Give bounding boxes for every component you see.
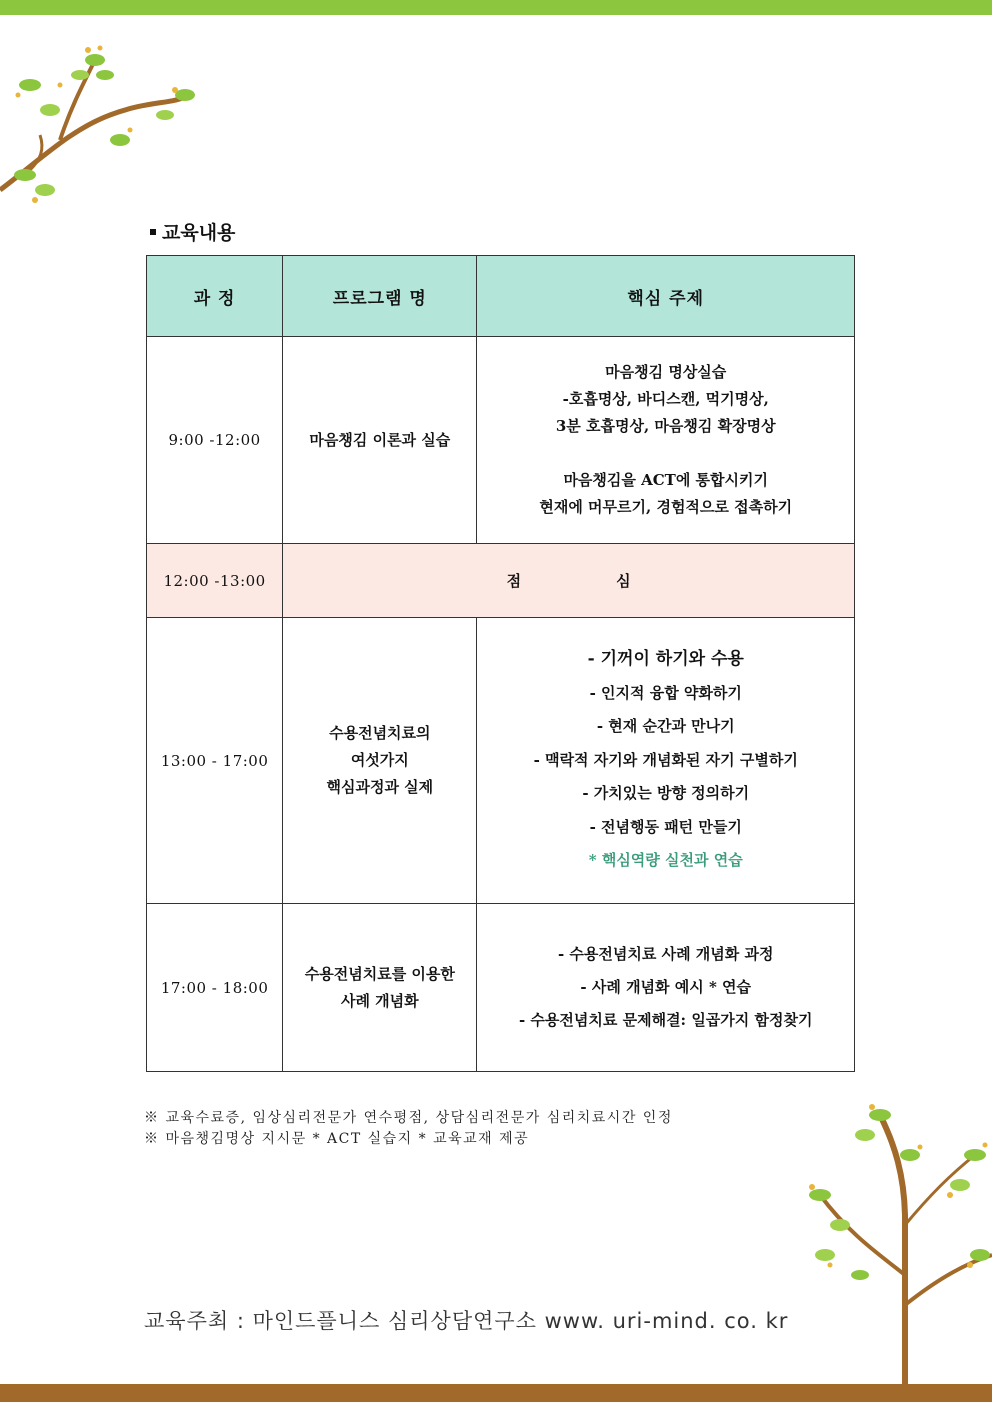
program-cell — [283, 618, 477, 904]
top-green-bar — [0, 0, 992, 15]
topic-line: 마음챙김 명상실습 — [605, 363, 727, 381]
topic-line: - 인지적 융합 약화하기 — [589, 683, 742, 702]
program-line: 수용전념치료의 — [329, 724, 431, 742]
time-cell: 17:00 - 18:00 — [147, 904, 283, 1072]
program-line: 핵심과정과 실제 — [326, 778, 434, 796]
lunch-label-left: 점 — [506, 572, 522, 590]
time-cell: 12:00 -13:00 — [147, 544, 283, 618]
tree-decoration-icon — [800, 1075, 992, 1385]
lunch-row — [147, 544, 855, 618]
curriculum-table — [146, 255, 855, 1072]
branch-decoration-icon — [0, 20, 210, 220]
topic-line: - 수용전념치료 문제해결: 일곱가지 함정찾기 — [518, 1011, 813, 1029]
header-program: 프로그램 명 — [283, 256, 477, 337]
bullet-icon — [150, 229, 156, 235]
topics-cell — [477, 618, 855, 904]
topic-line: - 가치있는 방향 정의하기 — [582, 784, 750, 803]
table-row — [147, 904, 855, 1072]
topic-line: - 현재 순간과 만나기 — [596, 717, 735, 736]
note-line: ※ 마음챙김명상 지시문 * ACT 실습지 * 교육교재 제공 — [144, 1131, 530, 1147]
header-course: 과 정 — [147, 256, 283, 337]
program-line: 수용전념치료를 이용한 — [304, 964, 455, 983]
topic-line: - 사례 개념화 예시 * 연습 — [580, 978, 752, 996]
topic-line: - 수용전념치료 사례 개념화 과정 — [557, 945, 774, 963]
note-line: ※ 교육수료증, 임상심리전문가 연수평점, 상담심리전문가 심리치료시간 인정 — [144, 1110, 673, 1126]
program-cell — [283, 904, 477, 1072]
notes — [144, 1108, 673, 1150]
program-line: 여섯가지 — [350, 751, 409, 769]
topic-line: -호흡명상, 바디스캔, 먹기명상, — [562, 390, 769, 408]
lunch-label-right: 심 — [616, 572, 631, 590]
topic-line: - 전념행동 패턴 만들기 — [589, 817, 742, 836]
topic-line: 3분 호흡명상, 마음챙김 확장명상 — [555, 417, 776, 435]
lunch-cell — [283, 544, 855, 618]
topics-cell — [477, 904, 855, 1072]
bottom-brown-bar — [0, 1384, 992, 1402]
table-header-row — [147, 256, 855, 337]
topic-line: - 맥락적 자기와 개념화된 자기 구별하기 — [533, 750, 798, 769]
section-title: 교육내용 — [150, 218, 235, 245]
topics-cell — [477, 337, 855, 544]
program-line: 사례 개념화 — [340, 991, 419, 1010]
footer-organizer: 교육주최 : 마인드플니스 심리상담연구소 www. uri-mind. co. kr — [144, 1309, 789, 1333]
table-row — [147, 337, 855, 544]
topic-line: - 기꺼이 하기와 수용 — [587, 649, 744, 670]
highlight-topic: * 핵심역량 실천과 연습 — [588, 851, 743, 870]
time-cell: 9:00 -12:00 — [147, 337, 283, 544]
time-cell: 13:00 - 17:00 — [147, 618, 283, 904]
program-cell: 마음챙김 이론과 실습 — [283, 337, 477, 544]
table-row — [147, 618, 855, 904]
topic-line: 현재에 머무르기, 경험적으로 접촉하기 — [539, 498, 793, 516]
header-topics: 핵심 주제 — [477, 256, 855, 337]
topic-line: 마음챙김을 ACT에 통합시키기 — [563, 471, 769, 489]
